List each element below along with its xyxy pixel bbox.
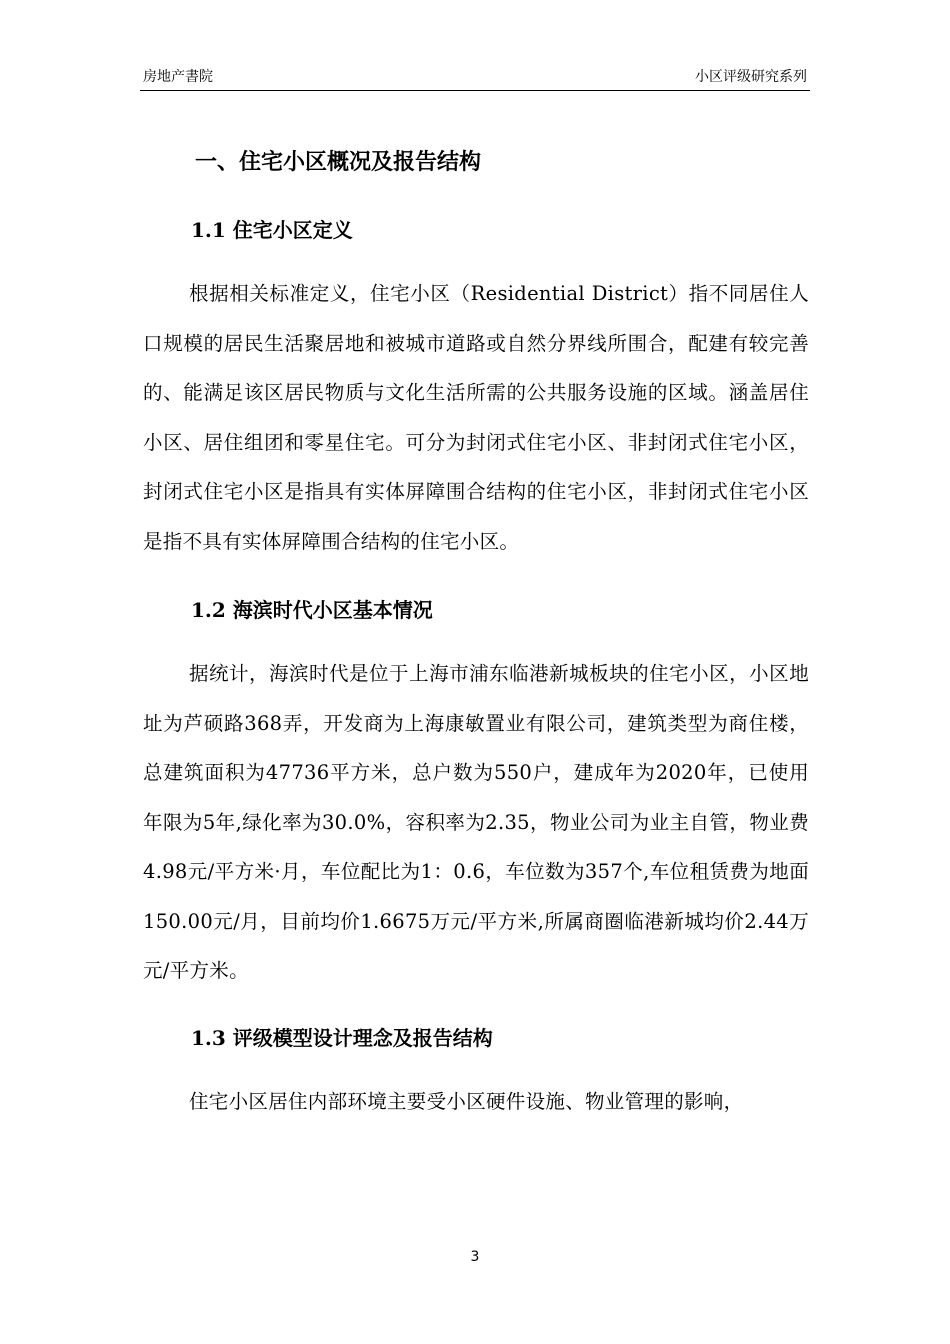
section-paragraph-1-3: 住宅小区居住内部环境主要受小区硬件设施、物业管理的影响， (189, 1089, 744, 1113)
header-publisher: 房地产書院 (143, 69, 213, 85)
section-title-1-1: 1.1 住宅小区定义 (191, 218, 353, 242)
chapter-title: 一、住宅小区概况及报告结构 (195, 149, 482, 175)
header-series-title: 小区评级研究系列 (695, 69, 807, 85)
section-paragraph-1-2: 据统计，海滨时代是位于上海市浦东临港新城板块的住宅小区，小区地址为芦硕路368弄，开发商为上海康敏置业有限公司，建筑类型为商住楼，总建筑面积为47736平方米，总户数为550户，建成年为2020年，已使用年限为5年,绿化率为30.0%，容积率为2.35，物业公司为业主自管，物业费4.98元/平方米·月，车位配比为1：0.6，车位数为357个,车位租赁费为地面150.00元/月，目前均价1.6675万元/平方米,所属商圈临港新城均价2.44万元/平方米。 (143, 662, 809, 982)
section-paragraph-1-1: 根据相关标准定义，住宅小区（Residential District）指不同居住人口规模的居民生活聚居地和被城市道路或自然分界线所围合，配建有较完善的、能满足该区居民物质与文化生活所需的公共服务设施的区域。涵盖居住小区、居住组团和零星住宅。可分为封闭式住宅小区、非封闭式住宅小区，封闭式住宅小区是指具有实体屏障围合结构的住宅小区，非封闭式住宅小区是指不具有实体屏障围合结构的住宅小区。 (143, 282, 809, 553)
header-divider (140, 90, 810, 91)
document-body (143, 140, 809, 1126)
section-title-1-3: 1.3 评级模型设计理念及报告结构 (191, 1025, 493, 1050)
section-title-1-2: 1.2 海滨时代小区基本情况 (191, 598, 433, 622)
page-number: 3 (470, 1249, 480, 1265)
